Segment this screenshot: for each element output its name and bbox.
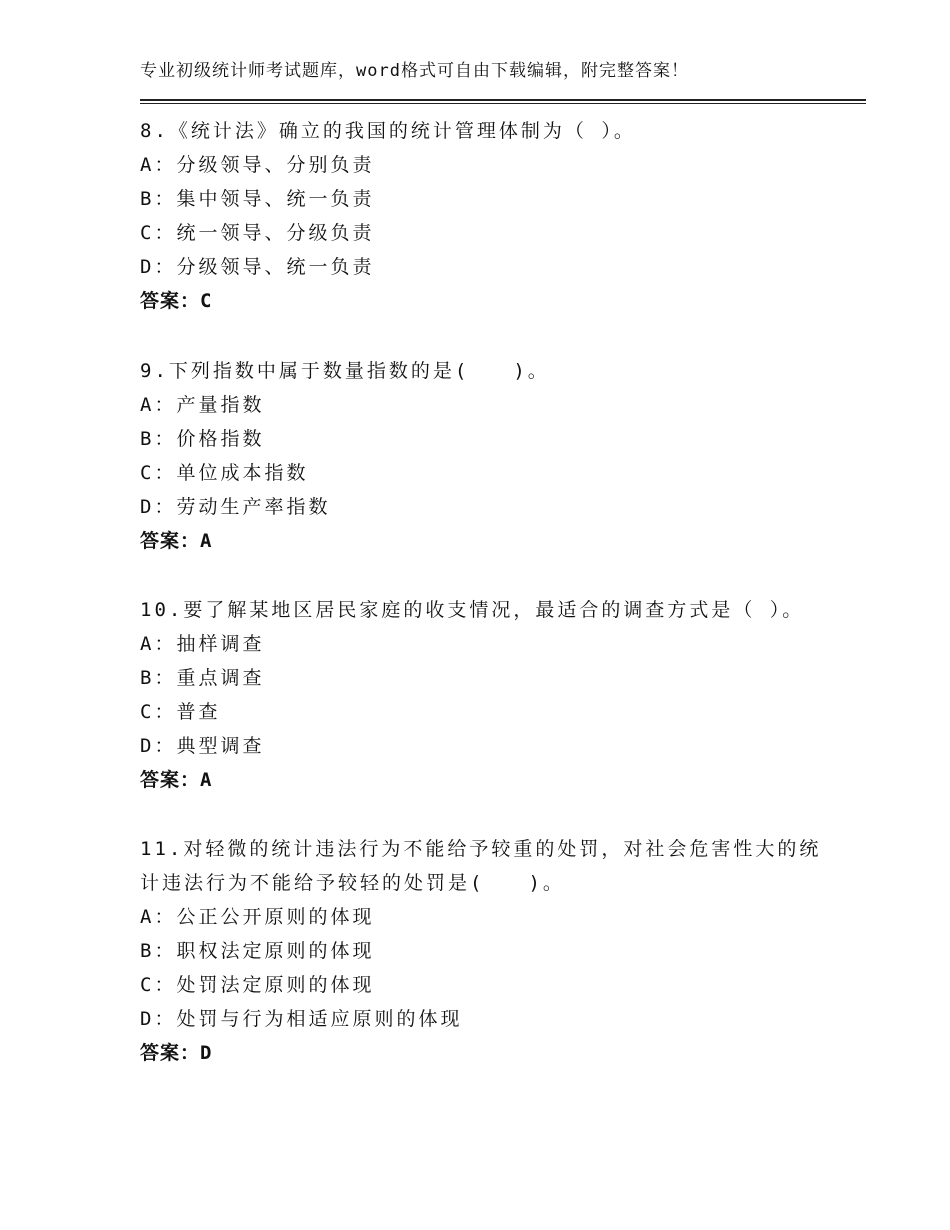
question-9: [140, 354, 840, 558]
question-10: [140, 593, 840, 797]
option-a: A：产量指数: [140, 394, 265, 416]
question-stem: 9.下列指数中属于数量指数的是( )。: [140, 360, 550, 382]
answer: 答案：D: [140, 1042, 213, 1064]
question-stem: 11.对轻微的统计违法行为不能给予较重的处罚，对社会危害性大的统: [140, 838, 822, 860]
option-a: A：抽样调查: [140, 633, 265, 655]
option-c: C：处罚法定原则的体现: [140, 974, 375, 996]
option-d: D：处罚与行为相适应原则的体现: [140, 1008, 463, 1030]
option-c: C：单位成本指数: [140, 462, 309, 484]
question-stem-cont: 计违法行为不能给予较轻的处罚是( )。: [140, 872, 565, 894]
answer: 答案：A: [140, 530, 213, 552]
answer: 答案：C: [140, 290, 213, 312]
option-b: B：职权法定原则的体现: [140, 940, 375, 962]
option-d: D：典型调查: [140, 735, 265, 757]
question-stem: 8.《统计法》确立的我国的统计管理体制为（ ）。: [140, 120, 636, 142]
page-header: 专业初级统计师考试题库，word格式可自由下载编辑，附完整答案！: [140, 61, 689, 81]
option-c: C：统一领导、分级负责: [140, 222, 375, 244]
option-b: B：重点调查: [140, 667, 265, 689]
question-stem: 10.要了解某地区居民家庭的收支情况，最适合的调查方式是（ ）。: [140, 599, 805, 621]
option-c: C：普查: [140, 701, 221, 723]
question-8: [140, 114, 840, 318]
option-d: D：分级领导、统一负责: [140, 256, 375, 278]
option-a: A：公正公开原则的体现: [140, 906, 375, 928]
header-rule: [140, 99, 866, 101]
header-rule-thin: [140, 103, 866, 104]
option-d: D：劳动生产率指数: [140, 496, 331, 518]
option-a: A：分级领导、分别负责: [140, 154, 375, 176]
question-11: [140, 832, 840, 1070]
answer: 答案：A: [140, 769, 213, 791]
option-b: B：集中领导、统一负责: [140, 188, 375, 210]
option-b: B：价格指数: [140, 428, 265, 450]
